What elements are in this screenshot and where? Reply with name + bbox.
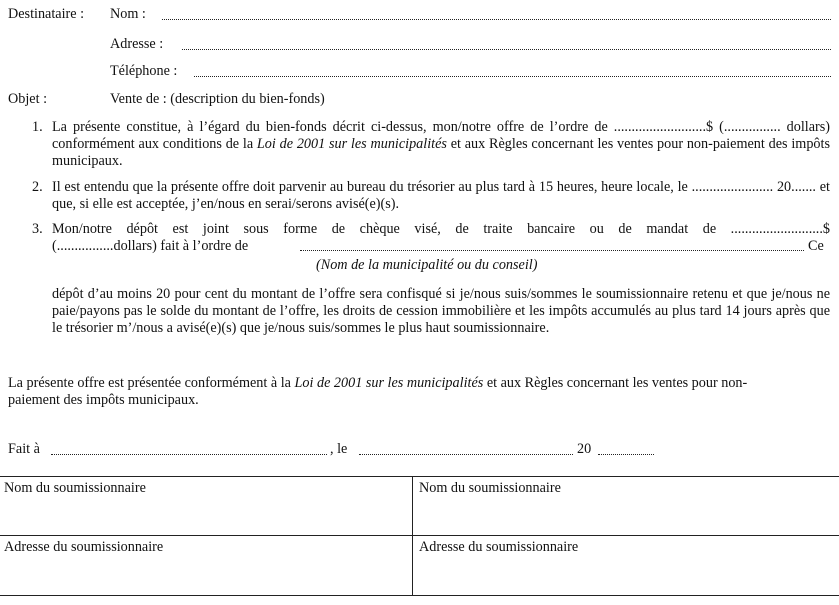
address-field[interactable] bbox=[182, 49, 831, 50]
bidder-name-label-1: Nom du soumissionnaire bbox=[4, 480, 146, 496]
item-2-text: Il est entendu que la présente offre doit parvenir au bureau du trésorier au plus tard à 15 heures, heure locale, le ....................... 20....... et que, si elle est acceptée, j’en/nous en serai/serons avisé(e)(s). bbox=[52, 179, 830, 212]
bidder-address-label-2: Adresse du soumissionnaire bbox=[419, 539, 579, 555]
table-column-divider bbox=[412, 476, 413, 596]
item-3-line2-start: (................dollars) fait à l’ordre de bbox=[52, 238, 249, 254]
item-3-line2-end: Ce bbox=[808, 238, 824, 254]
date-label: , le bbox=[330, 441, 348, 457]
phone-field[interactable] bbox=[194, 76, 831, 77]
closing-paragraph: La présente offre est présentée conformément à la Loi de 2001 sur les municipalités et aux Règles concernant les ventes pour non-paiement des impôts municipaux. bbox=[8, 375, 748, 408]
year-label: 20 bbox=[577, 441, 592, 457]
payee-caption: (Nom de la municipalité ou du conseil) bbox=[316, 257, 538, 273]
table-middle-border bbox=[0, 535, 839, 536]
name-label: Nom : bbox=[110, 6, 146, 22]
payee-field[interactable] bbox=[300, 250, 804, 251]
date-field[interactable] bbox=[359, 454, 573, 455]
bidder-table bbox=[0, 476, 839, 596]
table-top-border bbox=[0, 476, 839, 477]
subject-text: Vente de : (description du bien-fonds) bbox=[110, 91, 325, 107]
address-label: Adresse : bbox=[110, 36, 164, 52]
item-3-number: 3. bbox=[32, 221, 43, 237]
recipient-label: Destinataire : bbox=[8, 6, 85, 22]
place-field[interactable] bbox=[51, 454, 327, 455]
table-bottom-border bbox=[0, 595, 839, 596]
year-field[interactable] bbox=[598, 454, 654, 455]
made-at-label: Fait à bbox=[8, 441, 40, 457]
bidder-name-label-2: Nom du soumissionnaire bbox=[419, 480, 561, 496]
subject-label: Objet : bbox=[8, 91, 48, 107]
item-2-number: 2. bbox=[32, 179, 43, 195]
item-3-continuation: dépôt d’au moins 20 pour cent du montant de l’offre sera confisqué si je/nous suis/sommes le soumissionnaire retenu et que je/nous ne paie/payons pas le solde du montant de l’offre, les droits de cession immobilière et les impôts accumulés au plus tard 14 jours après que le trésorier m’/nous a avisé(e)(s) que je/nous suis/sommes le plus haut soumissionnaire. bbox=[52, 286, 830, 336]
item-3-line1: Mon/notre dépôt est joint sous forme de chèque visé, de traite bancaire ou de mandat de ..........................$ bbox=[52, 221, 830, 237]
bidder-address-label-1: Adresse du soumissionnaire bbox=[4, 539, 164, 555]
phone-label: Téléphone : bbox=[110, 63, 178, 79]
item-1-number: 1. bbox=[32, 119, 43, 135]
name-field[interactable] bbox=[162, 19, 831, 20]
item-1-text: La présente constitue, à l’égard du bien-fonds décrit ci-dessus, mon/notre offre de l’ordre de ..........................$ (................ dollars) conformément aux conditions de la Loi de 2001 sur les municipalités et aux Règles concernant les ventes pour non-paiement des impôts municipaux. bbox=[52, 119, 830, 169]
